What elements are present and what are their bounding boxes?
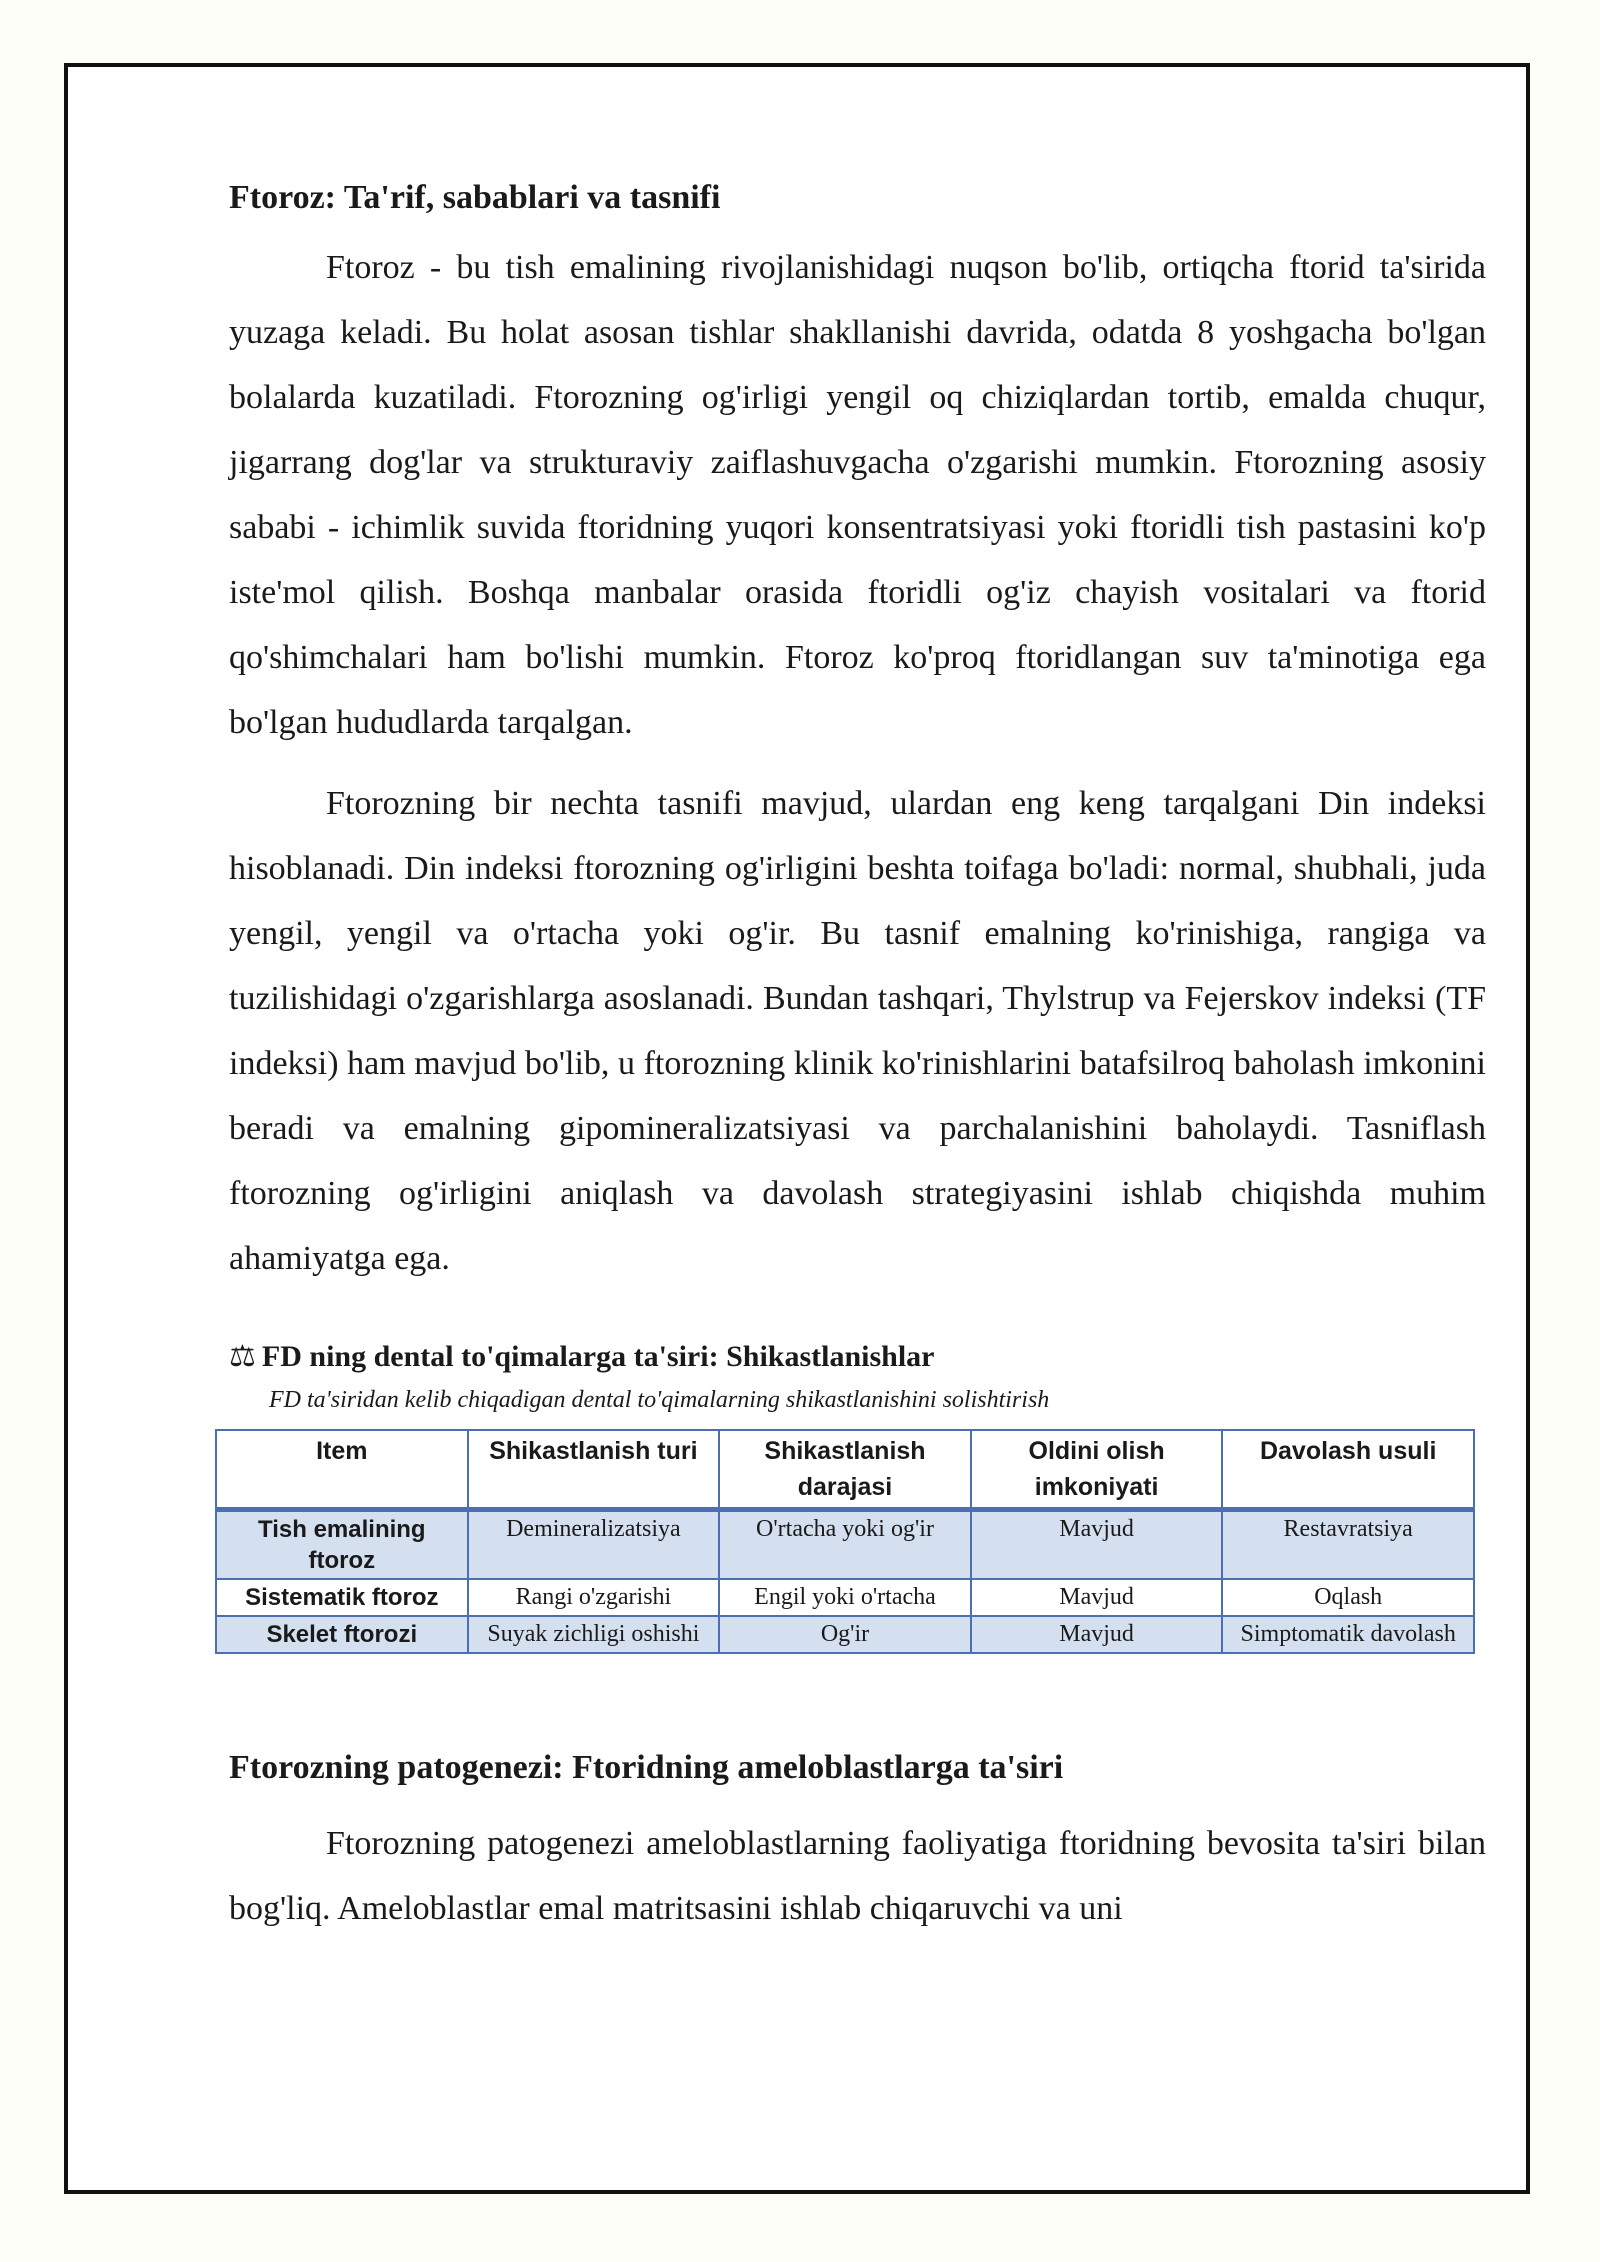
table-cell: Mavjud [971,1616,1223,1653]
column-header: Item [216,1430,468,1510]
table-caption: FD ta'siridan kelib chiqadigan dental to'qimalarning shikastlanishini solishtirish [269,1387,1050,1413]
table-row [216,1579,1474,1616]
paragraph: Ftoroz - bu tish emalining rivojlanishidagi nuqson bo'lib, ortiqcha ftorid ta'sirida yuzaga keladi. Bu holat asosan tishlar shakllanishi davrida, odatda 8 yoshgacha bo'lgan bolalarda kuzatiladi. Ftorozning og'irligi yengil oq chiziqlardan tortib, emalda chuqur, jigarrang dog'lar va strukturaviy zaiflashuvgacha o'zgarishi mumkin. Ftorozning asosiy sababi - ichimlik suvida ftoridning yuqori konsentratsiyasi yoki ftoridli tish pastasini ko'p iste'mol qilish. Boshqa manbalar orasida ftoridli og'iz chayish vositalari va ftorid qo'shimchalari ham bo'lishi mumkin. Ftoroz ko'proq ftoridlangan suv ta'minotiga ega bo'lgan hududlarda tarqalgan. [229,249,1486,741]
row-header-cell: Skelet ftorozi [216,1616,468,1653]
table-cell: Mavjud [971,1579,1223,1616]
comparison-table [215,1429,1475,1654]
table-cell: Mavjud [971,1510,1223,1580]
row-header-cell: Sistematik ftoroz [216,1579,468,1616]
table-cell: Demineralizatsiya [468,1510,720,1580]
table-title [229,1339,1486,1375]
row-header-cell: Tish emalining ftoroz [216,1510,468,1580]
table-cell: O'rtacha yoki og'ir [719,1510,971,1580]
table-row [216,1616,1474,1653]
table-row [216,1510,1474,1580]
scale-icon: ⚖ [229,1340,256,1373]
paragraph: Ftorozning patogenezi ameloblastlarning faoliyatiga ftoridning bevosita ta'siri bilan bog'liq. Ameloblastlar emal matritsasini ishlab chiqaruvchi va uni [229,1825,1486,1927]
section-heading: Ftoroz: Ta'rif, sabablari va tasnifi [229,179,721,216]
column-header: Shikastlanish darajasi [719,1430,971,1510]
document-body [229,170,1486,1941]
table-cell: Suyak zichligi oshishi [468,1616,720,1653]
table-cell: Rangi o'zgarishi [468,1579,720,1616]
table-cell: Og'ir [719,1616,971,1653]
column-header: Oldini olish imkoniyati [971,1430,1223,1510]
table-header-row [216,1430,1474,1510]
column-header: Shikastlanish turi [468,1430,720,1510]
paragraph: Ftorozning bir nechta tasnifi mavjud, ulardan eng keng tarqalgani Din indeksi hisoblanadi. Din indeksi ftorozning og'irligini beshta toifaga bo'ladi: normal, shubhali, juda yengil, yengil va o'rtacha yoki og'ir. Bu tasnif emalning ko'rinishiga, rangiga va tuzilishidagi o'zgarishlarga asoslanadi. Bundan tashqari, Thylstrup va Fejerskov indeksi (TF indeksi) ham mavjud bo'lib, u ftorozning klinik ko'rinishlarini batafsilroq baholash imkonini beradi va emalning gipomineralizatsiyasi va parchalanishini baholaydi. Tasniflash ftorozning og'irligini aniqlash va davolash strategiyasini ishlab chiqishda muhim ahamiyatga ega. [229,785,1486,1277]
table-cell: Restavratsiya [1222,1510,1474,1580]
table-cell: Oqlash [1222,1579,1474,1616]
section-heading: Ftorozning patogenezi: Ftoridning ameloblastlarga ta'siri [229,1749,1064,1786]
table-cell: Engil yoki o'rtacha [719,1579,971,1616]
column-header: Davolash usuli [1222,1430,1474,1510]
table-cell: Simptomatik davolash [1222,1616,1474,1653]
table-title-text: FD ning dental to'qimalarga ta'siri: Shikastlanishlar [261,1340,935,1373]
